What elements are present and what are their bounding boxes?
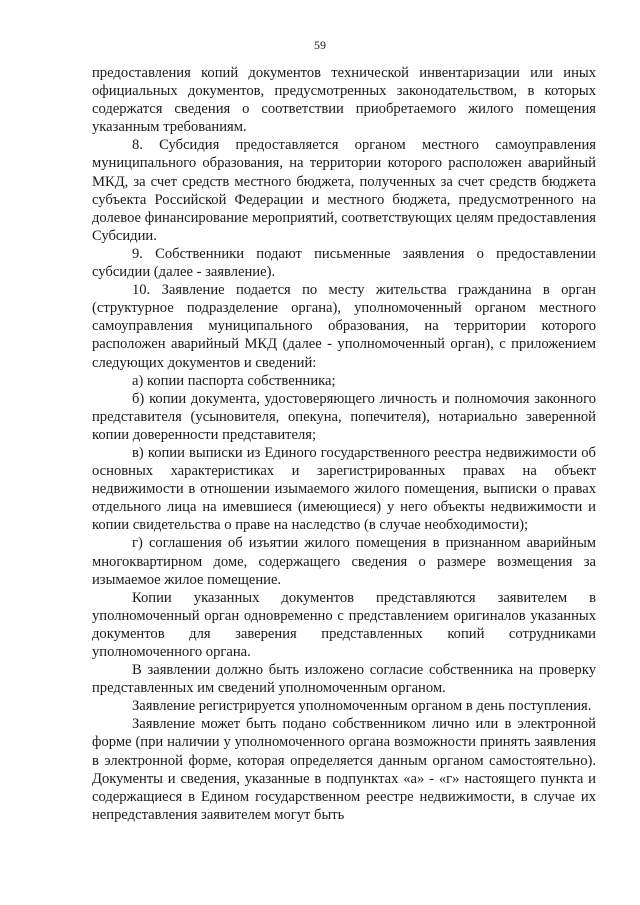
paragraph-submission: Заявление может быть подано собственником лично или в электронной форме (при наличии у уполномоченного органа возможности принять заявления в электронной форме, которая определяется данным органом самостоятельно). Документы и сведения, указанные в подпунктах «а» - «г» настоящего пункта и содержащиеся в Едином государственном реестре недвижимости, в случае их непредставления заявителем могут быть bbox=[92, 716, 596, 823]
page-number: 59 bbox=[314, 38, 326, 52]
paragraph-registration: Заявление регистрируется уполномоченным органом в день поступления. bbox=[132, 698, 592, 715]
paragraph-consent: В заявлении должно быть изложено согласие собственника на проверку представленных им сведений уполномоченным органом. bbox=[92, 662, 596, 697]
document-text-body bbox=[92, 64, 596, 824]
paragraph-copies: Копии указанных документов представляются заявителем в уполномоченный орган одновременно с представлением оригиналов указанных документов для заверения представленных копий сотрудниками уполномоченного органа. bbox=[92, 589, 596, 660]
paragraph-item-8: 8. Субсидия предоставляется органом местного самоуправления муниципального образования, на территории которого расположен аварийный МКД, за счет средств местного бюджета, полученных за счет средств бюджета субъекта Российской Федерации и местного бюджета, предусмотренного на долевое финансирование мероприятий, соответствующих целям предоставления Субсидии. bbox=[92, 137, 596, 244]
paragraph-item-10: 10. Заявление подается по месту жительства гражданина в орган (структурное подразделение органа), уполномоченный органом местного самоуправления муниципального образования, на территории которого расположен аварийный МКД (далее - уполномоченный орган), с приложением следующих документов и сведений: bbox=[92, 282, 596, 371]
paragraph-continuation: предоставления копий документов технической инвентаризации или иных официальных документов, предусмотренных законодательством, в которых содержатся сведения о соответствии приобретаемого жилого помещения указанным требованиям. bbox=[92, 65, 596, 136]
subitem-v: в) копии выписки из Единого государственного реестра недвижимости об основных характеристиках и зарегистрированных правах на объект недвижимости в отношении изымаемого жилого помещения, выписки о правах отдельного лица на имевшиеся (имеющиеся) у него объекты недвижимости и копии свидетельства о праве на наследство (в случае необходимости); bbox=[92, 444, 596, 534]
paragraph-item-9: 9. Собственники подают письменные заявления о предоставлении субсидии (далее - заявление). bbox=[92, 245, 596, 281]
subitem-g: г) соглашения об изъятии жилого помещения в признанном аварийным многоквартирном доме, содержащего сведения о размере возмещения за изымаемое жилое помещение. bbox=[92, 535, 596, 588]
subitem-b: б) копии документа, удостоверяющего личность и полномочия законного представителя (усыновителя, опекуна, попечителя), нотариально заверенной копии доверенности представителя; bbox=[92, 390, 596, 443]
subitem-a: а) копии паспорта собственника; bbox=[132, 372, 336, 389]
